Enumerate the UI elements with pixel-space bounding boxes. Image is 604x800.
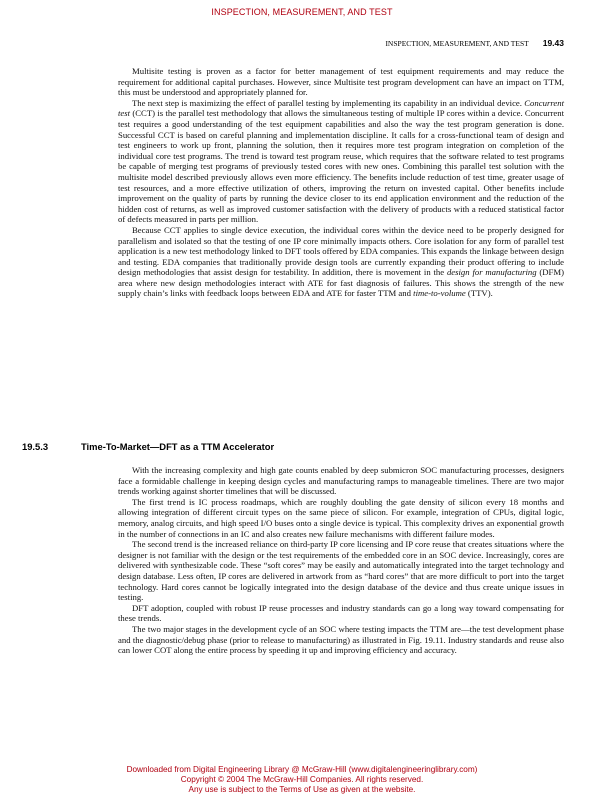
footer-copyright: Copyright © 2004 The McGraw-Hill Companies. All rights reserved. bbox=[180, 775, 424, 784]
download-footer bbox=[0, 765, 604, 795]
footer-download-link[interactable]: Downloaded from Digital Engineering Library @ McGraw-Hill (www.digitalengineeringlibrary.com) bbox=[126, 765, 478, 774]
paragraph: The second trend is the increased reliance on third-party IP core licensing and IP core reuse that creates situations where the designer is not familiar with the design or the test requirements of the embedded core in an SOC device. Increasingly, cores are delivered with synthesizable code. These “soft cores” may be easily and automatically integrated into the target technology and design database. Less often, IP cores are delivered in artwork from as “hard cores” that are more difficult to port into the target technology. Hard cores cannot be logically integrated into the design database of the device and thus create unique issues in testing. bbox=[118, 539, 564, 603]
paragraph: Because CCT applies to single device execution, the individual cores within the device need to be properly designed for parallelism and isolated so that the testing of one IP core minimally impacts others. Core isolation for any form of parallel test application is a new test methodology linked to DFT tools offered by EDA companies. This expands the linkage between design and testing. EDA companies that traditionally provide design tools are currently expanding their product offering to include design methodologies that assist design for testability. In addition, there is movement in the design for manufacturing (DFM) area where new design methodologies interact with ATE for fast diagnosis of failures. This shows the strength of the new supply chain’s links with feedback loops between EDA and ATE for faster TTM and time-to-volume (TTV). bbox=[118, 224, 564, 299]
footer-terms: Any use is subject to the Terms of Use as given at the website. bbox=[188, 785, 416, 794]
paragraph: The two major stages in the development cycle of an SOC where testing impacts the TTM are—the test development phase and the diagnostic/debug phase (prior to release to manufacturing) as illustrated in Fig. 19.11. Industry standards and reuse also can lower COT along the entire process by speeding it up and improving efficiency and accuracy. bbox=[118, 623, 564, 656]
emphasis-term: design for manufacturing bbox=[446, 267, 537, 278]
page-number: 19.43 bbox=[542, 38, 564, 48]
section-heading bbox=[22, 441, 562, 452]
paragraph: DFT adoption, coupled with robust IP reuse processes and industry standards can go a long way toward compensating for these trends. bbox=[118, 602, 564, 624]
emphasis-term: time-to-volume bbox=[413, 288, 466, 299]
section-title: Time-To-Market—DFT as a TTM Accelerator bbox=[81, 441, 275, 452]
body-block-2 bbox=[118, 465, 564, 656]
paragraph: The first trend is IC process roadmaps, which are roughly doubling the gate density of silicon every 18 months and allowing integration of different circuit types on the same piece of silicon. For example, integration of CPUs, digital logic, memory, analog circuits, and high speed I/O buses onto a single device is typical. This complexity drives an exponential growth in the number of connections in an IC and also creates new failure mechanisms with different failure modes. bbox=[118, 496, 564, 539]
paragraph: The next step is maximizing the effect of parallel testing by implementing its capability in an individual device. Concurrent test (CCT) is the parallel test methodology that allows the simultaneous testing of multiple IP cores within a device. Concurrent test requires a good understanding of the test equipment capabilities and also the way the test program generation is done. Successful CCT is based on careful planning and implementation discipline. It calls for a cross-functional team of design and test engineers to work up front, planning the solution, then it requires more test program integration on completion of the individual core test programs. The trend is toward test program reuse, which requires that the software related to test programs be capable of merging test programs of previously tested cores with new ones. Combining this parallel test solution with the multisite model described previously allows even more efficiency. The benefits include reduction of test time, greater usage of test resources, and a more effective utilization of others, improving the return on invested capital. Other benefits include improvement on the quality of parts by running the device closer to its end application environment and the reduction of the hidden cost of returns, as well as improved customer satisfaction with the delivery of products with a reduced statistical factor of defects measured in parts per million. bbox=[118, 97, 564, 225]
running-head bbox=[118, 38, 564, 48]
emphasis-term: Concurrent test bbox=[118, 97, 564, 119]
running-head-title: INSPECTION, MEASUREMENT, AND TEST bbox=[385, 39, 529, 48]
paragraph: With the increasing complexity and high gate counts enabled by deep submicron SOC manufacturing processes, designers face a formidable challenge in keeping design cycles and manufacturing ramps to manageable timelines. There are two major trends working against shorter timelines that will be discussed. bbox=[118, 465, 564, 497]
paragraph: Multisite testing is proven as a factor for better management of test equipment requirements and may reduce the requirement for additional capital purchases. However, since Multisite test program development can have an impact on TTM, this must be understood and appropriately planned for. bbox=[118, 66, 564, 98]
section-number: 19.5.3 bbox=[22, 441, 49, 452]
header-banner: INSPECTION, MEASUREMENT, AND TEST bbox=[211, 7, 393, 17]
body-block-1 bbox=[118, 66, 564, 299]
